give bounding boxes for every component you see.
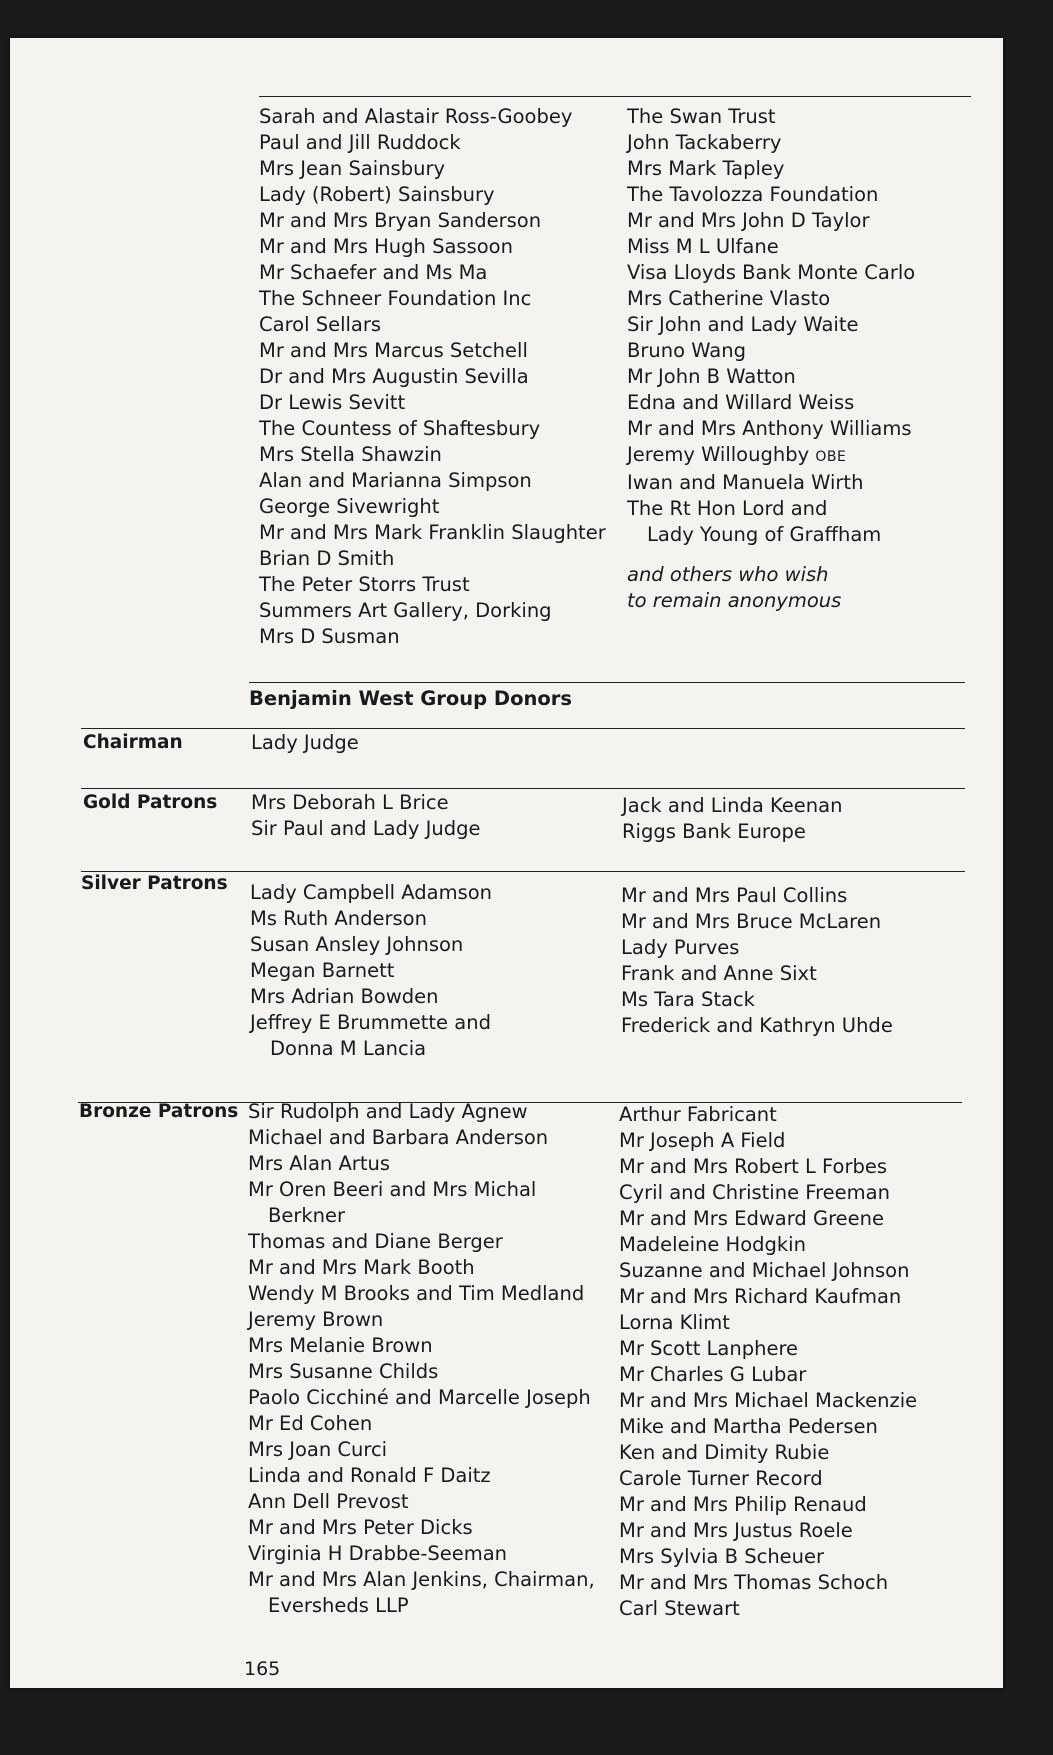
donor-name: Mr and Mrs Edward Greene: [619, 1207, 885, 1230]
donor-name: Dr and Mrs Augustin Sevilla: [259, 365, 529, 388]
donor-name: George Sivewright: [259, 495, 440, 518]
donor-name-continued: Berkner: [268, 1204, 346, 1227]
donor-name: Mr and Mrs Justus Roele: [619, 1519, 853, 1542]
donor-name: Mr and Mrs Bryan Sanderson: [259, 209, 542, 232]
silver-list-left: [250, 880, 492, 1062]
donor-name: The Schneer Foundation Inc: [259, 287, 532, 310]
donor-name: Lady Judge: [251, 731, 359, 754]
donor-name: Mr and Mrs Peter Dicks: [248, 1516, 473, 1539]
donor-name: Riggs Bank Europe: [622, 820, 806, 843]
donor-name: Bruno Wang: [627, 339, 746, 362]
donor-name: Mrs Melanie Brown: [248, 1334, 433, 1357]
donor-name: Mr and Mrs Robert L Forbes: [619, 1155, 888, 1178]
donor-name: Dr Lewis Sevitt: [259, 391, 406, 414]
donor-name: Mrs Adrian Bowden: [250, 985, 439, 1008]
donor-name: Mrs Susanne Childs: [248, 1360, 439, 1383]
page-number: 165: [244, 1658, 281, 1680]
donor-name: Mr Joseph A Field: [619, 1129, 786, 1152]
donor-name: Mrs Deborah L Brice: [251, 791, 449, 814]
donor-name: [627, 442, 915, 470]
donor-name: Lady (Robert) Sainsbury: [259, 183, 495, 206]
donor-name-text: Jeremy Willoughby: [627, 443, 810, 466]
donor-name: Ann Dell Prevost: [248, 1490, 409, 1513]
donor-name: Mr Charles G Lubar: [619, 1363, 807, 1386]
donor-name: Carol Sellars: [259, 313, 382, 336]
donor-name: The Tavolozza Foundation: [627, 183, 879, 206]
donor-name: John Tackaberry: [627, 131, 782, 154]
donor-name: Visa Lloyds Bank Monte Carlo: [627, 261, 916, 284]
donor-name: Mr and Mrs Philip Renaud: [619, 1493, 867, 1516]
book-page: [10, 38, 1003, 1688]
section-rule: [249, 682, 965, 683]
donor-name: Ms Ruth Anderson: [250, 907, 427, 930]
donor-name: Mr and Mrs Richard Kaufman: [619, 1285, 902, 1308]
donor-name: Mrs Joan Curci: [248, 1438, 388, 1461]
donor-name: Ken and Dimity Rubie: [619, 1441, 830, 1464]
donor-name: Cyril and Christine Freeman: [619, 1181, 890, 1204]
donor-name: Mr and Mrs Thomas Schoch: [619, 1571, 889, 1594]
donor-name: Ms Tara Stack: [621, 988, 755, 1011]
donor-name: Lady Campbell Adamson: [250, 881, 493, 904]
donor-name: Mrs Mark Tapley: [627, 157, 785, 180]
donor-name: The Swan Trust: [627, 105, 776, 128]
donor-name: Carl Stewart: [619, 1597, 740, 1620]
donor-name: Megan Barnett: [250, 959, 395, 982]
donor-name: Linda and Ronald F Daitz: [248, 1464, 491, 1487]
donor-name: Mike and Martha Pedersen: [619, 1415, 878, 1438]
donor-name: Mr Oren Beeri and Mrs Michal: [248, 1178, 537, 1201]
gold-list-right: [622, 793, 842, 845]
donor-name-continued: Donna M Lancia: [270, 1037, 427, 1060]
donor-name: Mr and Mrs Marcus Setchell: [259, 339, 528, 362]
donor-name: Mrs D Susman: [259, 625, 400, 648]
donor-name: Lady Purves: [621, 936, 740, 959]
donor-name: Wendy M Brooks and Tim Medland: [248, 1282, 585, 1305]
donor-name: Jeremy Brown: [248, 1308, 384, 1331]
chairman-rule: [81, 728, 965, 729]
donor-name-continued: Eversheds LLP: [268, 1594, 409, 1617]
bronze-list-right: [619, 1102, 917, 1622]
donor-name: Sarah and Alastair Ross-Goobey: [259, 105, 573, 128]
donor-list-top-left: [259, 104, 606, 650]
chairman-name: [251, 730, 359, 756]
donor-name: Sir Paul and Lady Judge: [251, 817, 481, 840]
gold-rule: [81, 788, 965, 789]
donor-name-continued: Lady Young of Graffham: [647, 523, 882, 546]
donor-name: Virginia H Drabbe-Seeman: [248, 1542, 508, 1565]
donor-name: Edna and Willard Weiss: [627, 391, 855, 414]
donor-name: Summers Art Gallery, Dorking: [259, 599, 552, 622]
donor-name: Mrs Catherine Vlasto: [627, 287, 831, 310]
donor-name: Sir Rudolph and Lady Agnew: [248, 1100, 528, 1123]
donor-name: Sir John and Lady Waite: [627, 313, 859, 336]
donor-name: The Countess of Shaftesbury: [259, 417, 541, 440]
donor-name: Jeffrey E Brummette and: [250, 1011, 491, 1034]
donor-name: Mrs Stella Shawzin: [259, 443, 442, 466]
donor-name: Alan and Marianna Simpson: [259, 469, 532, 492]
top-rule: [259, 96, 971, 97]
donor-name: Mrs Alan Artus: [248, 1152, 390, 1175]
donor-name: Thomas and Diane Berger: [248, 1230, 503, 1253]
donor-name: Brian D Smith: [259, 547, 395, 570]
donor-name: Frederick and Kathryn Uhde: [621, 1014, 893, 1037]
donor-name: Arthur Fabricant: [619, 1103, 777, 1126]
silver-patrons-label: Silver Patrons: [81, 873, 228, 894]
donor-name: Mr and Mrs Mark Booth: [248, 1256, 475, 1279]
donor-name: Mrs Sylvia B Scheuer: [619, 1545, 825, 1568]
donor-name: Michael and Barbara Anderson: [248, 1126, 549, 1149]
donor-list-top-right: [627, 104, 915, 614]
gold-patrons-label: Gold Patrons: [83, 792, 218, 813]
anonymous-note: and others who wish: [627, 563, 829, 586]
donor-name: Suzanne and Michael Johnson: [619, 1259, 910, 1282]
donor-name: Mr and Mrs John D Taylor: [627, 209, 870, 232]
donor-name: Jack and Linda Keenan: [622, 794, 843, 817]
donor-name: Susan Ansley Johnson: [250, 933, 464, 956]
donor-name: Paolo Cicchiné and Marcelle Joseph: [248, 1386, 591, 1409]
silver-list-right: [621, 883, 893, 1039]
donor-name: Madeleine Hodgkin: [619, 1233, 806, 1256]
donor-name: Frank and Anne Sixt: [621, 962, 817, 985]
donor-name: Lorna Klimt: [619, 1311, 730, 1334]
donor-name: Mr and Mrs Mark Franklin Slaughter: [259, 521, 606, 544]
donor-name: Carole Turner Record: [619, 1467, 823, 1490]
donor-name: Paul and Jill Ruddock: [259, 131, 461, 154]
donor-name: Mr and Mrs Anthony Williams: [627, 417, 912, 440]
donor-name: Mr Scott Lanphere: [619, 1337, 799, 1360]
anonymous-note: to remain anonymous: [627, 589, 842, 612]
donor-name: Mr and Mrs Bruce McLaren: [621, 910, 882, 933]
section-heading: Benjamin West Group Donors: [249, 687, 572, 710]
bronze-list-left: [248, 1099, 595, 1619]
donor-name: Mr John B Watton: [627, 365, 796, 388]
donor-name: Mr Schaefer and Ms Ma: [259, 261, 488, 284]
donor-name: Mr and Mrs Hugh Sassoon: [259, 235, 513, 258]
donor-name: Mr and Mrs Paul Collins: [621, 884, 848, 907]
donor-name: The Peter Storrs Trust: [259, 573, 470, 596]
honour-suffix: OBE: [815, 449, 847, 465]
bronze-patrons-label: Bronze Patrons: [79, 1101, 239, 1122]
donor-name: Mrs Jean Sainsbury: [259, 157, 446, 180]
donor-name: Miss M L Ulfane: [627, 235, 779, 258]
donor-name: Mr and Mrs Alan Jenkins, Chairman,: [248, 1568, 595, 1591]
chairman-label: Chairman: [83, 732, 183, 753]
donor-name: The Rt Hon Lord and: [627, 497, 828, 520]
donor-name: Mr Ed Cohen: [248, 1412, 373, 1435]
donor-name: Mr and Mrs Michael Mackenzie: [619, 1389, 918, 1412]
donor-name: Iwan and Manuela Wirth: [627, 471, 864, 494]
gold-list-left: [251, 790, 481, 842]
